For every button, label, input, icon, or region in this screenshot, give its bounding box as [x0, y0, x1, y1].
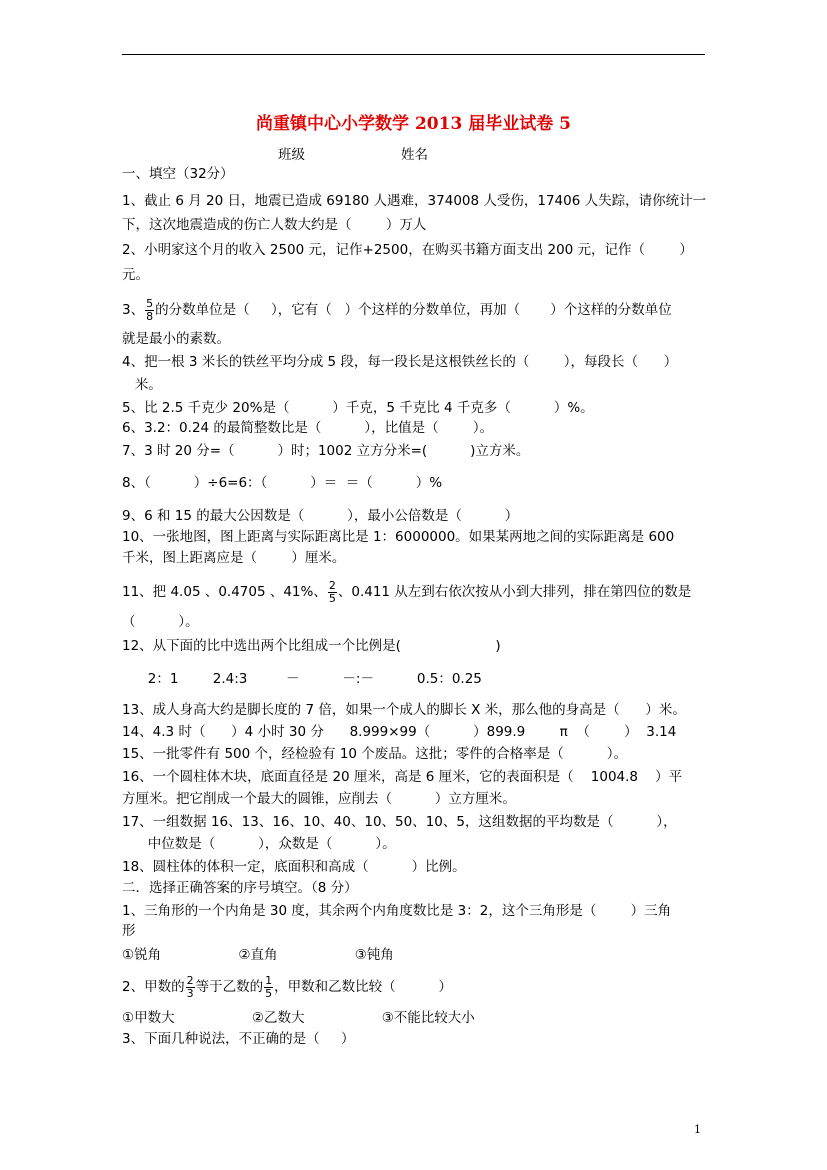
fraction-2-3: $\frac{2}{3}$ [186, 973, 194, 1000]
choice-question-1-line-2: 形 [122, 923, 136, 939]
question-11-line-2: （ ）。 [122, 614, 199, 630]
question-5: 5、比 2.5 千克少 20%是（ ）千克，5 千克比 4 千克多（ ）%。 [122, 400, 594, 416]
page-title: 尚重镇中心小学数学 2013 届毕业试卷 5 [256, 114, 571, 134]
fraction-5-8: $\frac{5}{8}$ [146, 296, 154, 323]
question-7: 7、3 时 20 分=（ ）时；1002 立方分米=( )立方米。 [122, 443, 530, 459]
choice-question-1-options: ①锐角 ②直角 ③钝角 [122, 947, 394, 963]
question-13: 13、成人身高大约是脚长度的 7 倍，如果一个成人的脚长 X 米，那么他的身高是（ ）米。 [122, 702, 686, 718]
question-16-line-2: 方厘米。把它削成一个最大的圆锥，应削去（ ）立方厘米。 [122, 791, 516, 807]
question-10-line-2: 千米，图上距离应是（ ）厘米。 [122, 550, 346, 566]
header-rule [122, 54, 705, 55]
choice-question-2-options: ①甲数大 ②乙数大 ③不能比较大小 [122, 1010, 475, 1026]
question-15: 15、一批零件有 500 个，经检验有 10 个废品。这批；零件的合格率是（ ）。 [122, 746, 627, 762]
question-3-line-1: 3、 $\frac{5}{8}$ 的分数单位是（ ），它有（ ）个这样的分数单位，再加（ ）个这样的分数单位 [122, 296, 672, 323]
question-4-line-1: 4、把一根 3 米长的铁丝平均分成 5 段，每一段长是这根铁丝长的（ ），每段长（ ） [122, 354, 678, 370]
question-16-line-1: 16、一个圆柱体木块，底面直径是 20 厘米，高是 6 厘米，它的表面积是（ 1004.8 ）平 [122, 769, 683, 785]
choice-question-1-line-1: 1、三角形的一个内角是 30 度，其余两个内角度数比是 3：2，这个三角形是（ ）三角 [122, 903, 672, 919]
question-3-line-2: 就是最小的素数。 [122, 331, 230, 347]
choice-question-3: 3、下面几种说法，不正确的是（ ） [122, 1031, 355, 1047]
section-2-heading: 二．选择正确答案的序号填空。（8 分） [122, 880, 358, 896]
choice-question-2: 2、甲数的 $\frac{2}{3}$ 等于乙数的 $\frac{1}{5}$ ，甲数和乙数比较（ ） [122, 973, 453, 1000]
question-17-line-2: 中位数是（ ），众数是（ ）。 [122, 836, 396, 852]
question-18: 18、圆柱体的体积一定，底面积和高成（ ）比例。 [122, 859, 466, 875]
fraction-2-5: $\frac{2}{5}$ [328, 578, 336, 605]
question-6: 6、3.2：0.24 的最简整数比是（ ），比值是（ ）。 [122, 420, 494, 436]
question-2-line-2: 元。 [122, 267, 149, 283]
question-9: 9、6 和 15 的最大公因数是（ ），最小公倍数是（ ） [122, 508, 519, 524]
question-17-line-1: 17、一组数据 16、13、16、10、40、10、50、10、5，这组数据的平均数是（ ）， [122, 814, 677, 830]
name-label: 姓名 [401, 147, 428, 163]
section-1-heading: 一、填空（32分） [122, 166, 234, 182]
question-12-ratios: 2：1 2.4:3 － －:－ 0.5：0.25 [122, 671, 482, 687]
question-1-line-1: 1、截止 6 月 20 日，地震已造成 69180 人遇难，374008 人受伤，17406 人失踪，请你统计一 [122, 193, 707, 209]
page-number: 1 [694, 1123, 701, 1136]
fraction-1-5: $\frac{1}{5}$ [265, 973, 273, 1000]
question-12: 12、从下面的比中选出两个比组成一个比例是( ) [122, 638, 501, 654]
question-8: 8、（ ）÷6=6：（ ）＝ ＝（ ）% [122, 475, 443, 491]
question-10-line-1: 10、一张地图，图上距离与实际距离比是 1：6000000。如果某两地之间的实际距离是 600 [122, 529, 675, 545]
question-4-line-2: 米。 [122, 377, 162, 393]
question-1-line-2: 下，这次地震造成的伤亡人数大约是（ ）万人 [122, 217, 427, 233]
question-11-line-1: 11、把 4.05 、0.4705 、41%、 $\frac{2}{5}$ 、0.411 从左到右依次按从小到大排列，排在第四位的数是 [122, 578, 692, 605]
class-label: 班级 [278, 147, 305, 163]
question-2-line-1: 2、小明家这个月的收入 2500 元，记作+2500，在购买书籍方面支出 200 元，记作（ ） [122, 242, 693, 258]
question-14: 14、4.3 时（ ）4 小时 30 分 8.999×99（ ）899.9 π （ ） 3.14 [122, 724, 677, 740]
